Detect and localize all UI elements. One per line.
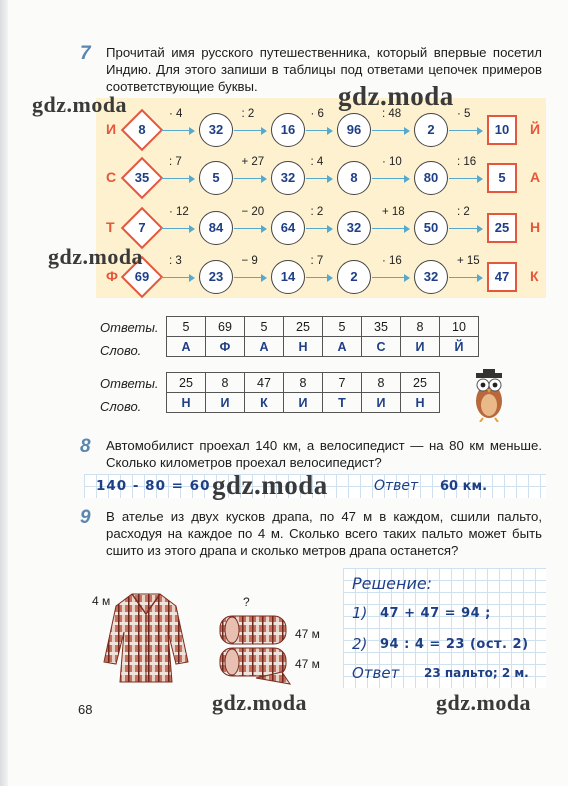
letter-cell: Н [401, 393, 440, 413]
chain-operation: · 6 [310, 108, 324, 120]
chain-arrow [449, 228, 481, 229]
answer-cell: 35 [362, 317, 401, 337]
watermark: gdz.moda [212, 470, 328, 500]
chain-operation: : 7 [310, 255, 324, 267]
chain-operation: − 9 [241, 255, 258, 267]
chain-value: 23 [208, 269, 224, 284]
chain-arrow [306, 277, 331, 278]
task9-number: 9 [80, 507, 91, 528]
answer-table-2 [166, 372, 440, 413]
answers-label-2: Ответы. [100, 376, 159, 391]
letter-cell: И [284, 393, 323, 413]
chain-value: 64 [280, 220, 296, 235]
chain-operation: · 4 [169, 108, 183, 120]
chain-arrow [372, 178, 408, 179]
answer-cell: 47 [245, 373, 284, 393]
chain-operation: : 48 [382, 108, 402, 120]
watermark: gdz.moda [32, 92, 128, 117]
answer-cell: 8 [206, 373, 245, 393]
step2-number: 2) [352, 635, 368, 653]
answer-cell: 7 [323, 373, 362, 393]
answer-cell: 25 [284, 317, 323, 337]
chain-value: 5 [212, 170, 220, 185]
chain-operation: · 10 [382, 156, 402, 168]
answer-cell: 5 [323, 317, 362, 337]
task9-answer: 23 пальто; 2 м. [424, 666, 529, 680]
letter-cell: А [167, 337, 206, 357]
letter-cell: Н [167, 393, 206, 413]
chain-arrow [449, 277, 481, 278]
chain-value: 8 [350, 170, 358, 185]
word-label-1: Слово. [100, 343, 142, 358]
chain-left-letter: И [106, 121, 117, 137]
answers-label-1: Ответы. [100, 320, 159, 335]
question-mark: ? [243, 595, 250, 609]
chain-right-letter: Н [530, 219, 541, 235]
chain-operation: · 5 [457, 108, 471, 120]
task8-text: Автомобилист проехал 140 км, а велосипедист — на 80 км меньше. Сколько километров проехал велосипедист? [106, 438, 542, 470]
answer-cell: 69 [206, 317, 245, 337]
task8-solution: 140 - 80 = 60 [96, 478, 211, 494]
task9-text: В ателье из двух кусков драпа, по 47 м в каждом, сшили пальто, расходуя на каждое по 4 м. Сколько всего таких пальто может быть сшито из этого драпа и сколько метров драпа останется? [106, 509, 542, 558]
chain-value: 96 [346, 122, 362, 137]
answer-cell: 8 [362, 373, 401, 393]
chain-left-letter: Т [106, 219, 115, 235]
chain-value: 32 [346, 220, 362, 235]
chain-left-letter: С [106, 169, 117, 185]
step1-number: 1) [352, 604, 368, 622]
chain-value: 32 [423, 269, 439, 284]
answer-cell: 25 [401, 373, 440, 393]
letter-cell: Ф [206, 337, 245, 357]
task7-text: Прочитай имя русского путешественника, который впервые посетил Индию. Для этого запиши в таблицы под ответами цепочек примеров соответствующие буквы. [106, 45, 542, 94]
answer-cell: 8 [401, 317, 440, 337]
letter-cell: И [401, 337, 440, 357]
chain-left-letter: Ф [106, 268, 118, 284]
chain-arrow [161, 130, 193, 131]
letter-cell: И [206, 393, 245, 413]
watermark: gdz.moda [436, 690, 532, 715]
chain-value: 50 [423, 220, 439, 235]
letter-cell: Н [284, 337, 323, 357]
letter-cell: К [245, 393, 284, 413]
chain-arrow [372, 277, 408, 278]
letter-cell: А [245, 337, 284, 357]
answer-table-1 [166, 316, 479, 357]
chain-arrow [234, 130, 265, 131]
chain-operation: · 12 [169, 206, 189, 218]
owl-icon [470, 368, 508, 422]
chain-end-value: 5 [498, 170, 506, 185]
letter-cell: А [323, 337, 362, 357]
chain-arrow [306, 130, 331, 131]
chain-operation: : 2 [457, 206, 470, 218]
task7-number: 7 [80, 43, 91, 64]
chain-operation: · 16 [382, 255, 402, 267]
chain-arrow [372, 130, 408, 131]
chain-arrow [372, 228, 408, 229]
chain-arrow [306, 228, 331, 229]
answer-cell: 25 [167, 373, 206, 393]
chain-operation: : 16 [457, 156, 477, 168]
chain-operation: + 18 [382, 206, 405, 218]
task9-answer-label: Ответ [352, 664, 400, 682]
chain-start-value: 69 [134, 269, 150, 284]
task8-number: 8 [80, 436, 91, 457]
chain-value: 14 [280, 269, 296, 284]
chain-end-value: 47 [494, 269, 510, 284]
answer-cell: 5 [167, 317, 206, 337]
answer-cell: 8 [284, 373, 323, 393]
chain-operation: − 20 [241, 206, 265, 218]
chain-operation: : 4 [310, 156, 324, 168]
coat-label: 4 м [92, 594, 111, 608]
letter-cell: Т [323, 393, 362, 413]
page-edge [0, 0, 8, 786]
chain-value: 2 [350, 269, 358, 284]
chain-arrow [234, 277, 265, 278]
chain-start-value: 8 [138, 122, 146, 137]
chain-operation: + 27 [241, 156, 265, 168]
chain-right-letter: Й [530, 121, 541, 137]
chain-value: 32 [280, 170, 296, 185]
chain-value: 32 [208, 122, 224, 137]
watermark: gdz.moda [338, 81, 454, 111]
chain-arrow [161, 277, 193, 278]
word-label-2: Слово. [100, 399, 142, 414]
chain-start-value: 35 [134, 170, 150, 185]
chain-arrow [306, 178, 331, 179]
chain-right-letter: А [530, 169, 541, 185]
letter-cell: Й [440, 337, 479, 357]
letter-cell: С [362, 337, 401, 357]
step2: 94 : 4 = 23 (ост. 2) [380, 637, 529, 652]
chain-arrow [234, 178, 265, 179]
letter-cell: И [362, 393, 401, 413]
chain-value: 2 [427, 122, 435, 137]
chain-value: 84 [208, 220, 224, 235]
chain-value: 16 [280, 122, 296, 137]
answer-cell: 10 [440, 317, 479, 337]
watermark: gdz.moda [48, 244, 144, 269]
chain-end-value: 10 [494, 122, 510, 137]
page-number: 68 [78, 702, 93, 717]
step1: 47 + 47 = 94 ; [380, 606, 491, 621]
chain-right-letter: К [530, 268, 539, 284]
answer-cell: 5 [245, 317, 284, 337]
roll-label-2: 47 м [295, 657, 320, 671]
chain-value: 80 [423, 170, 439, 185]
chain-end-value: 25 [494, 220, 510, 235]
watermark: gdz.moda [212, 690, 308, 715]
fabric-rolls-icon [216, 612, 292, 688]
task8-answer: 60 км. [440, 479, 488, 494]
chain-arrow [234, 228, 265, 229]
roll-label-1: 47 м [295, 627, 320, 641]
chain-arrow [449, 178, 481, 179]
chain-operation: : 3 [169, 255, 182, 267]
chain-operation: : 2 [310, 206, 324, 218]
chain-operation: : 7 [169, 156, 182, 168]
chain-arrow [161, 228, 193, 229]
chain-operation: : 2 [241, 108, 255, 120]
solution-title: Решение: [352, 574, 433, 593]
chain-arrow [161, 178, 193, 179]
chain-operation: + 15 [457, 255, 480, 267]
coat-icon [102, 592, 190, 684]
chain-start-value: 7 [138, 220, 146, 235]
chain-arrow [449, 130, 481, 131]
task8-answer-label: Ответ [374, 478, 419, 494]
